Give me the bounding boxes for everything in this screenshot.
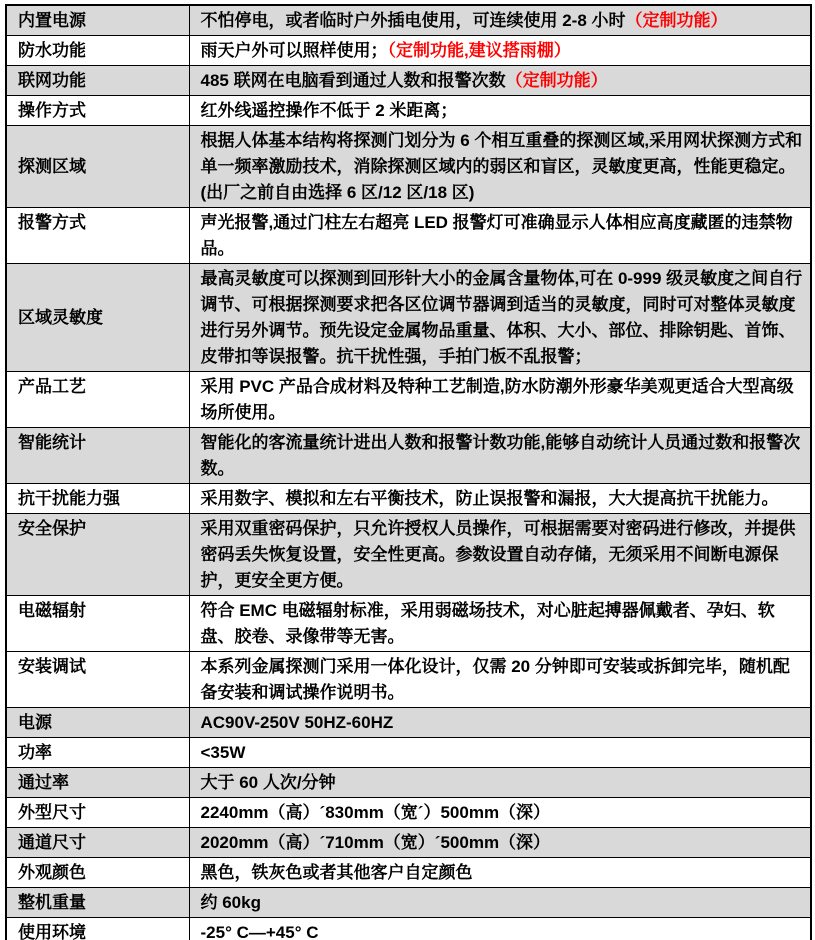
spec-value	[189, 264, 811, 372]
spec-label: 防水功能	[6, 36, 189, 66]
spec-value	[189, 888, 811, 918]
spec-label: 报警方式	[6, 208, 189, 264]
spec-label: 探测区域	[6, 126, 189, 208]
spec-label: 通道尺寸	[6, 828, 189, 858]
spec-value-text: 不怕停电，或者临时户外插电使用，可连续使用 2-8 小时	[200, 10, 626, 30]
spec-label: 使用环境	[6, 918, 189, 940]
table-row	[6, 652, 811, 708]
table-row	[6, 208, 811, 264]
spec-value	[189, 596, 811, 652]
spec-label: 电磁辐射	[6, 596, 189, 652]
table-row	[6, 5, 811, 36]
spec-value-text: 采用 PVC 产品合成材料及特种工艺制造,防水防潮外形豪华美观更适合大型高级场所使用。	[200, 376, 794, 422]
spec-value	[189, 66, 811, 96]
table-row	[6, 514, 811, 596]
spec-label: 功率	[6, 738, 189, 768]
table-row	[6, 888, 811, 918]
spec-value-highlight: （定制功能）	[505, 70, 608, 90]
table-row	[6, 858, 811, 888]
table-row	[6, 264, 811, 372]
spec-value-text: 大于 60 人次/分钟	[200, 772, 336, 792]
spec-table	[5, 4, 812, 940]
table-row	[6, 828, 811, 858]
spec-label: 整机重量	[6, 888, 189, 918]
spec-value-text: 采用双重密码保护，只允许授权人员操作，可根据需要对密码进行修改，并提供密码丢失恢复设置，安全性更高。参数设置自动存储，无须采用不间断电源保护，更安全更方便。	[200, 518, 796, 590]
spec-value	[189, 828, 811, 858]
spec-value-text: 符合 EMC 电磁辐射标准，采用弱磁场技术，对心脏起搏器佩戴者、孕妇、软盘、胶卷、录像带等无害。	[200, 600, 775, 646]
spec-value-text: 采用数字、模拟和左右平衡技术，防止误报警和漏报，大大提高抗干扰能力。	[200, 488, 779, 508]
spec-value-text: 约 60kg	[200, 892, 261, 912]
spec-value-text: 本系列金属探测门采用一体化设计，仅需 20 分钟即可安装或拆卸完毕，随机配备安装和调试操作说明书。	[200, 656, 790, 702]
spec-value-text: 雨天户外可以照样使用；	[200, 40, 388, 60]
spec-value-text: 根据人体基本结构将探测门划分为 6 个相互重叠的探测区域,采用网状探测方式和单一频率激励技术，消除探测区域内的弱区和盲区，灵敏度更高，性能更稳定。(出厂之前自由选择 6 区/12 区/18 区)	[200, 130, 803, 202]
spec-value-text: 声光报警,通过门柱左右超亮 LED 报警灯可准确显示人体相应高度藏匿的违禁物品。	[200, 212, 793, 258]
table-row	[6, 126, 811, 208]
spec-label: 内置电源	[6, 5, 189, 36]
spec-value-text: -25° C—+45° C	[200, 922, 319, 940]
spec-value	[189, 652, 811, 708]
spec-label: 联网功能	[6, 66, 189, 96]
spec-value	[189, 918, 811, 940]
table-row	[6, 596, 811, 652]
spec-value-text: 2240mm（高）´830mm（宽´）500mm（深）	[200, 802, 551, 822]
spec-value	[189, 514, 811, 596]
spec-label: 智能统计	[6, 428, 189, 484]
spec-value-text: AC90V-250V 50HZ-60HZ	[200, 712, 394, 732]
spec-value	[189, 208, 811, 264]
table-row	[6, 372, 811, 428]
table-row	[6, 66, 811, 96]
table-row	[6, 484, 811, 514]
spec-value-text: 485 联网在电脑看到通过人数和报警次数	[200, 70, 506, 90]
spec-label: 区域灵敏度	[6, 264, 189, 372]
spec-value	[189, 798, 811, 828]
table-row	[6, 738, 811, 768]
spec-value-text: 红外线遥控操作不低于 2 米距离；	[200, 100, 458, 120]
spec-label: 电源	[6, 708, 189, 738]
table-row	[6, 918, 811, 940]
spec-value-text: 最高灵敏度可以探测到回形针大小的金属含量物体,可在 0-999 级灵敏度之间自行调节、可根据探测要求把各区位调节器调到适当的灵敏度，同时可对整体灵敏度进行另外调节。预先设定金属物品重量、体积、大小、部位、排除钥匙、首饰、皮带扣等误报警。抗干扰性强，手拍门板不乱报警；	[200, 268, 803, 366]
table-row	[6, 708, 811, 738]
spec-value-text: 2020mm（高）´710mm（宽）´500mm（深）	[200, 832, 551, 852]
spec-value-highlight: （定制功能）	[625, 10, 728, 30]
spec-value	[189, 126, 811, 208]
spec-label: 安装调试	[6, 652, 189, 708]
spec-value	[189, 372, 811, 428]
spec-value	[189, 484, 811, 514]
spec-value	[189, 428, 811, 484]
table-row	[6, 768, 811, 798]
table-row	[6, 428, 811, 484]
spec-label: 外观颜色	[6, 858, 189, 888]
spec-value	[189, 708, 811, 738]
spec-value	[189, 96, 811, 126]
spec-value	[189, 738, 811, 768]
table-row	[6, 96, 811, 126]
spec-value	[189, 36, 811, 66]
spec-value-text: 黑色，铁灰色或者其他客户自定颜色	[200, 862, 473, 882]
spec-value-highlight: （定制功能,建议搭雨棚）	[387, 40, 571, 60]
spec-table-body	[6, 5, 811, 940]
spec-label: 产品工艺	[6, 372, 189, 428]
spec-label: 操作方式	[6, 96, 189, 126]
spec-label: 安全保护	[6, 514, 189, 596]
table-row	[6, 36, 811, 66]
spec-value	[189, 5, 811, 36]
spec-label: 外型尺寸	[6, 798, 189, 828]
table-row	[6, 798, 811, 828]
spec-label: 通过率	[6, 768, 189, 798]
spec-label: 抗干扰能力强	[6, 484, 189, 514]
spec-value-text: 智能化的客流量统计进出人数和报警计数功能,能够自动统计人员通过数和报警次数。	[200, 432, 801, 478]
spec-value	[189, 858, 811, 888]
spec-value-text: <35W	[200, 742, 246, 762]
spec-value	[189, 768, 811, 798]
